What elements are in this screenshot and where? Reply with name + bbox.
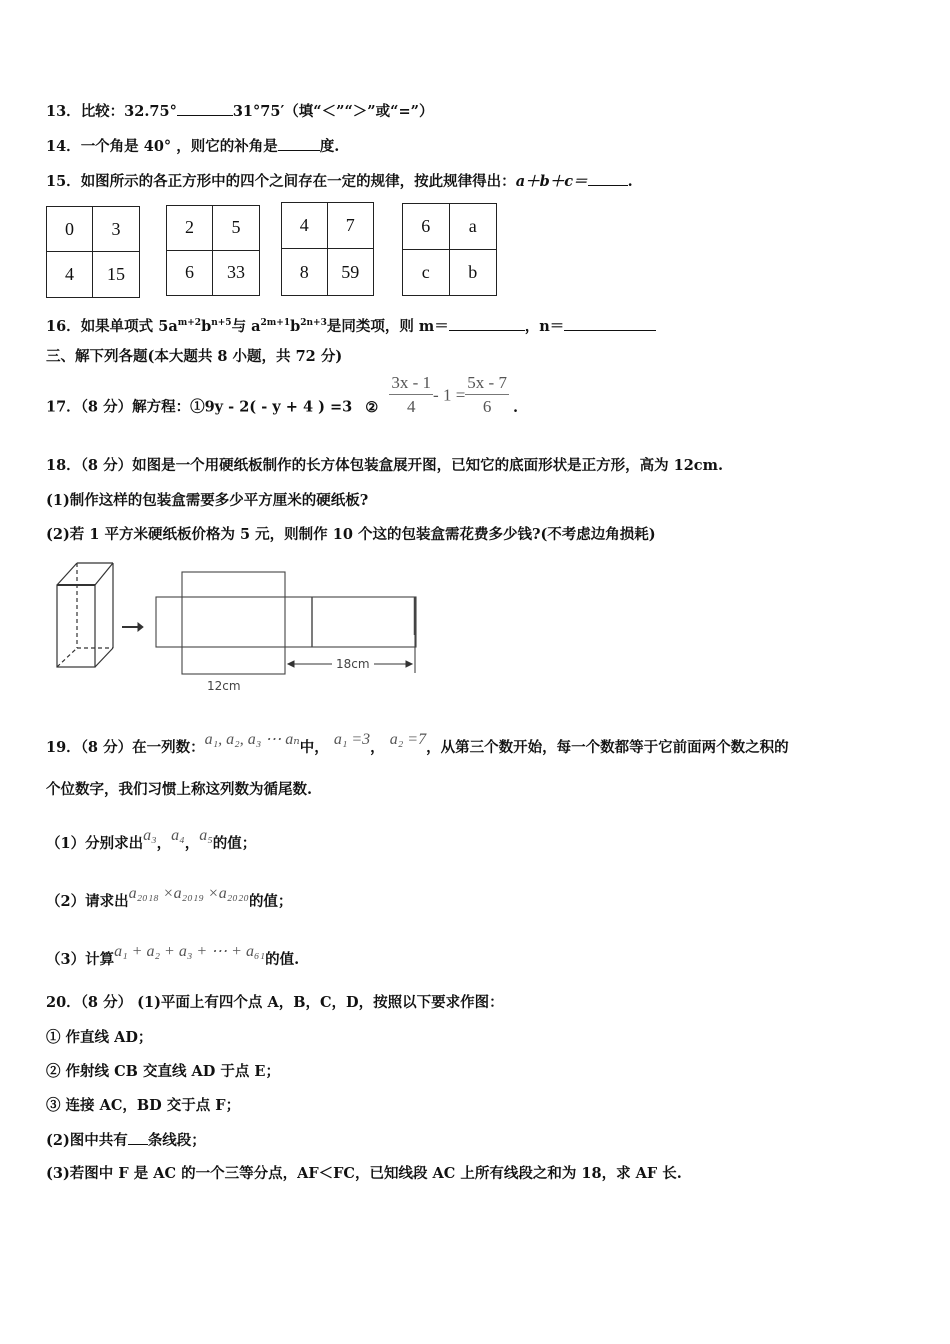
answer-blank[interactable] — [128, 1130, 148, 1145]
box-net-diagram — [40, 555, 440, 700]
question-number: 15． — [46, 173, 81, 190]
numerator: 3x - 1 — [389, 372, 433, 395]
question-20-part-2 — [46, 1130, 206, 1151]
question-text: 如图所示的各正方形中的四个之间存在一定的规律，按此规律得出： — [80, 173, 516, 190]
a2-value: a₂ =7 — [389, 731, 427, 748]
exponent: 2n+3 — [300, 318, 327, 328]
question-19-part-1: （1）分别求出a₃，a₄，a₅的值； — [46, 827, 257, 852]
question-16 — [46, 313, 656, 337]
question-text: b — [201, 317, 212, 335]
square-cell: 4 — [282, 203, 328, 249]
fraction-right — [465, 372, 509, 419]
exponent: 2m+1 — [260, 318, 291, 328]
square-cell: 5 — [213, 206, 259, 251]
question-20-part-3: (3)若图中 F 是 AC 的一个三等分点，AF＜FC，已知线段 AC 上所有线段之和为 18，求 AF 长. — [46, 1165, 682, 1182]
denominator: 4 — [406, 397, 416, 416]
question-text: （2）请求出 — [46, 893, 129, 910]
question-text: 中， — [299, 739, 329, 756]
question-text: 一个角是 40° ，则它的补角是 — [80, 138, 278, 155]
square-cell: 6 — [403, 204, 450, 250]
question-text: 如果单项式 5a — [80, 317, 178, 335]
question-text: 31°75′（填“＜”“＞”或“=”） — [232, 103, 434, 120]
square-cell: 7 — [328, 203, 374, 249]
question-text: （8 分）解方程：① — [80, 398, 205, 416]
question-text: （3）计算 — [46, 951, 115, 968]
question-number: 20． — [46, 994, 81, 1011]
expression: a＋b＋c＝ — [515, 173, 588, 190]
question-14 — [46, 136, 339, 157]
equation-operator: - 1 = — [433, 385, 466, 405]
term-a5: a₅ — [199, 827, 213, 844]
sequence-expression: a₁, a₂, a₃ ⋯ aₙ — [204, 731, 300, 748]
question-text: 是同类项，则 m＝ — [326, 317, 449, 335]
question-number: 19． — [46, 739, 81, 756]
number-square-2 — [166, 205, 260, 296]
square-cell: 2 — [167, 206, 213, 251]
equation-2-marker: ② — [365, 398, 379, 416]
square-cell: 15 — [107, 264, 125, 284]
exponent: n+5 — [211, 318, 232, 328]
square-cell: b — [468, 261, 478, 282]
sum-expression: a₁ + a₂ + a₃ + ⋯ + a₆₁ — [114, 943, 266, 960]
question-text: 的值. — [265, 951, 300, 968]
square-cell: 6 — [167, 251, 213, 296]
question-20 — [46, 993, 504, 1013]
question-13 — [46, 101, 433, 122]
answer-blank[interactable] — [588, 171, 628, 186]
question-18-part-1: (1)制作这样的包装盒需要多少平方厘米的硬纸板? — [46, 492, 369, 509]
square-cell: a — [450, 204, 497, 250]
square-cell: 4 — [47, 252, 93, 297]
arrow-right-icon — [122, 623, 143, 631]
fraction-left — [389, 372, 433, 419]
question-18 — [46, 456, 723, 476]
term-a4: a₄ — [171, 827, 185, 844]
question-20-step-3: ③ 连接 AC，BD 交于点 F； — [46, 1097, 241, 1114]
equation-1: 9y - 2( - y + 4 ) =3 — [204, 398, 353, 416]
question-number: 14． — [46, 138, 81, 155]
number-square-3 — [281, 202, 374, 296]
exponent: m+2 — [177, 318, 202, 328]
question-18-part-2: (2)若 1 平方米硬纸板价格为 5 元，则制作 10 个这的包装盒需花费多少钱?(不考虑边角损耗) — [46, 526, 656, 543]
question-20-step-1: ① 作直线 AD； — [46, 1029, 153, 1046]
square-cell: 3 — [93, 207, 139, 252]
question-15 — [46, 171, 633, 192]
square-cell: 33 — [227, 262, 245, 283]
question-text: 度. — [319, 138, 340, 155]
a1-value: a₁ =3 — [333, 731, 371, 748]
question-text: 的值； — [248, 893, 293, 910]
denominator: 6 — [482, 397, 492, 416]
question-text: b — [290, 317, 301, 335]
question-text: 条线段； — [147, 1132, 206, 1149]
question-text: ，从第三个数开始，每一个数都等于它前面两个数之积的 — [426, 739, 789, 756]
answer-blank-m[interactable] — [449, 316, 525, 331]
question-20-step-2: ② 作射线 CB 交直线 AD 于点 E； — [46, 1063, 280, 1080]
term-a3: a₃ — [143, 827, 157, 844]
answer-blank-n[interactable] — [564, 316, 656, 331]
answer-blank[interactable] — [278, 136, 320, 151]
question-text: （1）分别求出 — [46, 835, 144, 852]
square-cell: 59 — [341, 261, 360, 282]
question-17 — [46, 372, 518, 431]
question-19 — [46, 730, 789, 758]
question-number: 13． — [46, 103, 81, 120]
question-number: 16． — [46, 317, 81, 335]
square-cell: c — [403, 250, 450, 296]
number-square-1 — [46, 206, 140, 298]
question-text: 比较：32.75° — [80, 103, 177, 120]
unfolded-net — [156, 572, 416, 674]
square-cell: 0 — [47, 207, 93, 252]
dimension-label-18cm: 18cm — [336, 657, 370, 671]
number-square-4 — [402, 203, 497, 296]
dimension-label-12cm: 12cm — [207, 679, 241, 693]
question-text: (2)图中共有 — [46, 1132, 128, 1149]
answer-blank[interactable] — [177, 101, 233, 116]
product-expression: a₂₀₁₈ ×a₂₀₁₉ ×a₂₀₂₀ — [128, 885, 249, 902]
question-text: ，n＝ — [524, 317, 565, 335]
numerator: 5x - 7 — [465, 372, 509, 395]
cuboid-icon — [57, 563, 113, 667]
question-19-part-2 — [46, 884, 292, 912]
question-text: . — [627, 173, 633, 190]
section-heading: 三、解下列各题(本大题共 8 小题，共 72 分) — [46, 348, 343, 365]
square-cell: 8 — [282, 249, 328, 295]
question-text: （8 分）如图是一个用硬纸板制作的长方体包装盒展开图，已知它的底面形状是正方形，高为 12cm. — [80, 457, 724, 474]
question-text: 的值； — [212, 835, 257, 852]
question-number: 17． — [46, 398, 81, 416]
question-19-part-3 — [46, 942, 299, 970]
question-19-line-2: 个位数字，我们习惯上称这列数为循尾数. — [46, 781, 313, 798]
question-text: （8 分）在一列数： — [80, 739, 205, 756]
question-text: 与 a — [231, 317, 261, 335]
question-number: 18． — [46, 457, 81, 474]
question-text: （8 分） (1)平面上有四个点 A，B，C，D，按照以下要求作图： — [80, 994, 504, 1011]
question-text: . — [512, 398, 519, 416]
question-text: ， — [370, 739, 385, 756]
